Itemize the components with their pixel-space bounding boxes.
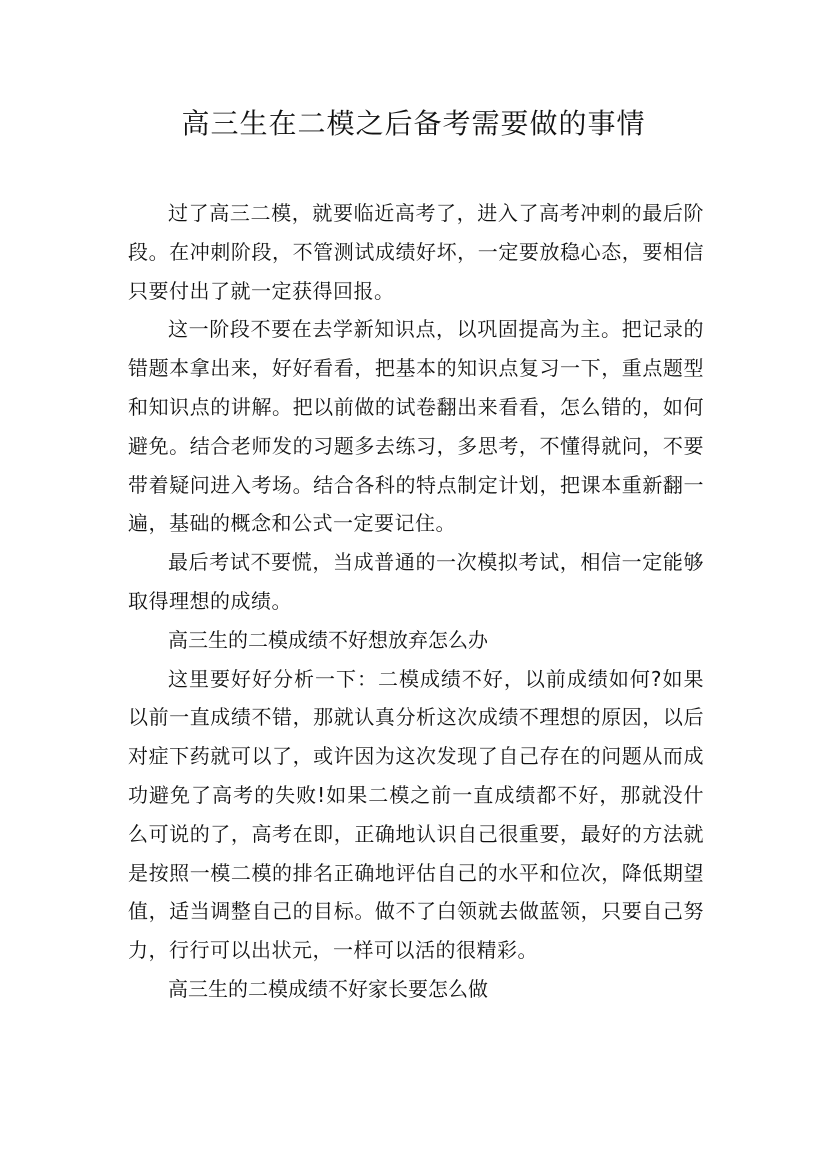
document-body bbox=[128, 194, 704, 1009]
paragraph-exam-mindset: 最后考试不要慌，当成普通的一次模拟考试，相信一定能够取得理想的成绩。 bbox=[128, 550, 704, 613]
subheading-give-up: 高三生的二模成绩不好想放弃怎么办 bbox=[168, 627, 488, 652]
subheading-parents: 高三生的二模成绩不好家长要怎么做 bbox=[168, 976, 488, 1001]
paragraph-intro: 过了高三二模，就要临近高考了，进入了高考冲刺的最后阶段。在冲刺阶段，不管测试成绩好坏，一定要放稳心态，要相信只要付出了就一定获得回报。 bbox=[128, 201, 704, 303]
paragraph-review-strategy: 这一阶段不要在去学新知识点，以巩固提高为主。把记录的错题本拿出来，好好看看，把基本的知识点复习一下，重点题型和知识点的讲解。把以前做的试卷翻出来看看，怎么错的，如何避免。结合老师发的习题多去练习，多思考，不懂得就问，不要带着疑问进入考场。结合各科的特点制定计划，把课本重新翻一遍，基础的概念和公式一定要记住。 bbox=[128, 317, 704, 536]
paragraph-analysis: 这里要好好分析一下：二模成绩不好，以前成绩如何?如果以前一直成绩不错，那就认真分析这次成绩不理想的原因，以后对症下药就可以了，或许因为这次发现了自己存在的问题从而成功避免了高考的失败!如果二模之前一直成绩都不好，那就没什么可说的了，高考在即，正确地认识自己很重要，最好的方法就是按照一模二模的排名正确地评估自己的水平和位次，降低期望值，适当调整自己的目标。做不了白领就去做蓝领，只要自己努力，行行可以出状元，一样可以活的很精彩。 bbox=[128, 666, 704, 963]
document-title: 高三生在二模之后备考需要做的事情 bbox=[181, 107, 646, 140]
